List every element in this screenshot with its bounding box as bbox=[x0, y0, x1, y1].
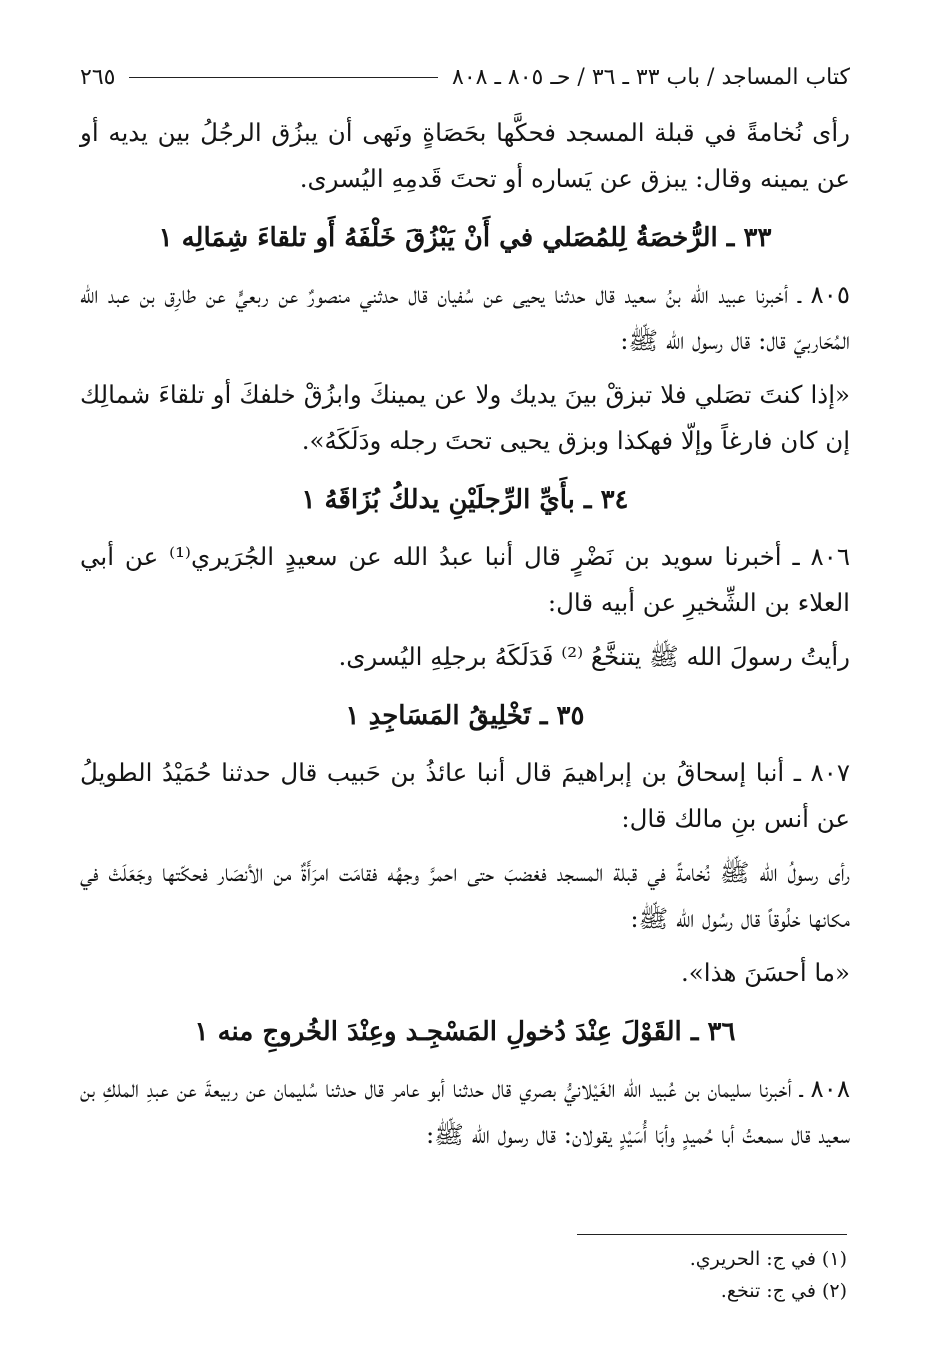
hadith-807-text: رأى رسولُ الله ﷺ نُخامةً في قبلة المسجد فغضبَ حتى احمرَّ وجهُه فقامَت امرَأَةٌ من الأنصَار فحكّتها وجَعَلَتْ في مكانها خلُوقاً قال رسُول الله ﷺ: bbox=[80, 858, 850, 933]
header-rule bbox=[129, 77, 438, 78]
hadith-806-text: رأيتُ رسولَ الله ﷺ يتنخَّعُ ⁽²⁾ فَدَلَكَهُ برجلِهِ اليُسرى. bbox=[338, 642, 850, 671]
hadith-807-quote: «ما أحسَنَ هذا». bbox=[681, 958, 850, 987]
footnote-2: (٢) في ج: تنخع. bbox=[720, 1280, 847, 1302]
page-header bbox=[80, 58, 850, 96]
chapter-heading-35: ٣٥ ـ تَخْلِيقُ المَسَاجِدِ ١ bbox=[345, 701, 585, 731]
paragraph-continuation: رأى نُخامةً في قبلة المسجد فحكَّها بحَصَاةٍ ونَهى أن يبزُق الرجُلُ بين يديه أو عن يمينه وقال: يبزق عن يَساره أو تحتَ قَدمِهِ اليُسرى. bbox=[80, 118, 850, 193]
chapter-heading-34: ٣٤ ـ بأَيِّ الرِّجلَيْنِ يدلكُ بُزَاقَهُ ١ bbox=[301, 485, 629, 515]
hadith-805-text: «إذا كنتَ تصَلي فلا تبزقْ بينَ يديك ولا عن يمينكَ وابزُقْ خلفكَ أو تلقاءَ شمالِك إن كان فارغاً وإلّا فهكذا وبزق يحيى تحتَ رجله ودَلَكَهُ». bbox=[80, 380, 850, 455]
hadith-805-isnad: ٨٠٥ ـ أخبرنا عبيد الله بنُ سعيد قال حدثنا يحيى عن سُفيان قال حدثني منصورٌ عن ربعيٍّ عن طارِق بن عبد الله المُحَاربيّ قال: قال رسول الله ﷺ: bbox=[80, 280, 850, 355]
hadith-806-isnad: ٨٠٦ ـ أخبرنا سويد بن نَضْرٍ قال أنبا عبدُ الله عن سعيدٍ الجُرَيري⁽¹⁾ عن أبي العلاء بن الشِّخيرِ عن أبيه قال: bbox=[80, 542, 850, 617]
footnotes bbox=[577, 1234, 847, 1307]
footnote-1: (١) في ج: الحريري. bbox=[689, 1248, 847, 1270]
running-title: كتاب المساجد / باب ٣٣ ـ ٣٦ / حـ ٨٠٥ ـ ٨٠٨ bbox=[452, 64, 850, 90]
hadith-808-isnad: ٨٠٨ ـ أخبرنا سليمان بن عُبيد الله الغَيْلانيُّ بصري قال حدثنا أبو عامر قال حدثنا سُليمان عن ربيعةَ عن عبدِ الملكِ بن سعيد قال سمعتُ أبا حُميدٍ وأبَا أُسَيْدٍ يقولان: قال رسول الله ﷺ: bbox=[80, 1074, 850, 1149]
hadith-807-isnad: ٨٠٧ ـ أنبا إسحاقُ بن إبراهيمَ قال أنبا عائذُ بن حَبيب قال حدثنا حُمَيْدُ الطويلُ عن أنس بنِ مالك قال: bbox=[80, 758, 850, 833]
chapter-heading-36: ٣٦ ـ القَوْلَ عِنْدَ دُخولِ المَسْجِـد وعِنْدَ الخُروجِ منه ١ bbox=[194, 1017, 736, 1047]
chapter-heading-33: ٣٣ ـ الرُّخصَةُ لِلمُصَلي في أَنْ يَبْزُقَ خَلْفَهُ أَو تلقاءَ شِمَالِه ١ bbox=[158, 223, 772, 253]
page-number: ٢٦٥ bbox=[80, 64, 116, 90]
page-body bbox=[80, 58, 850, 1158]
